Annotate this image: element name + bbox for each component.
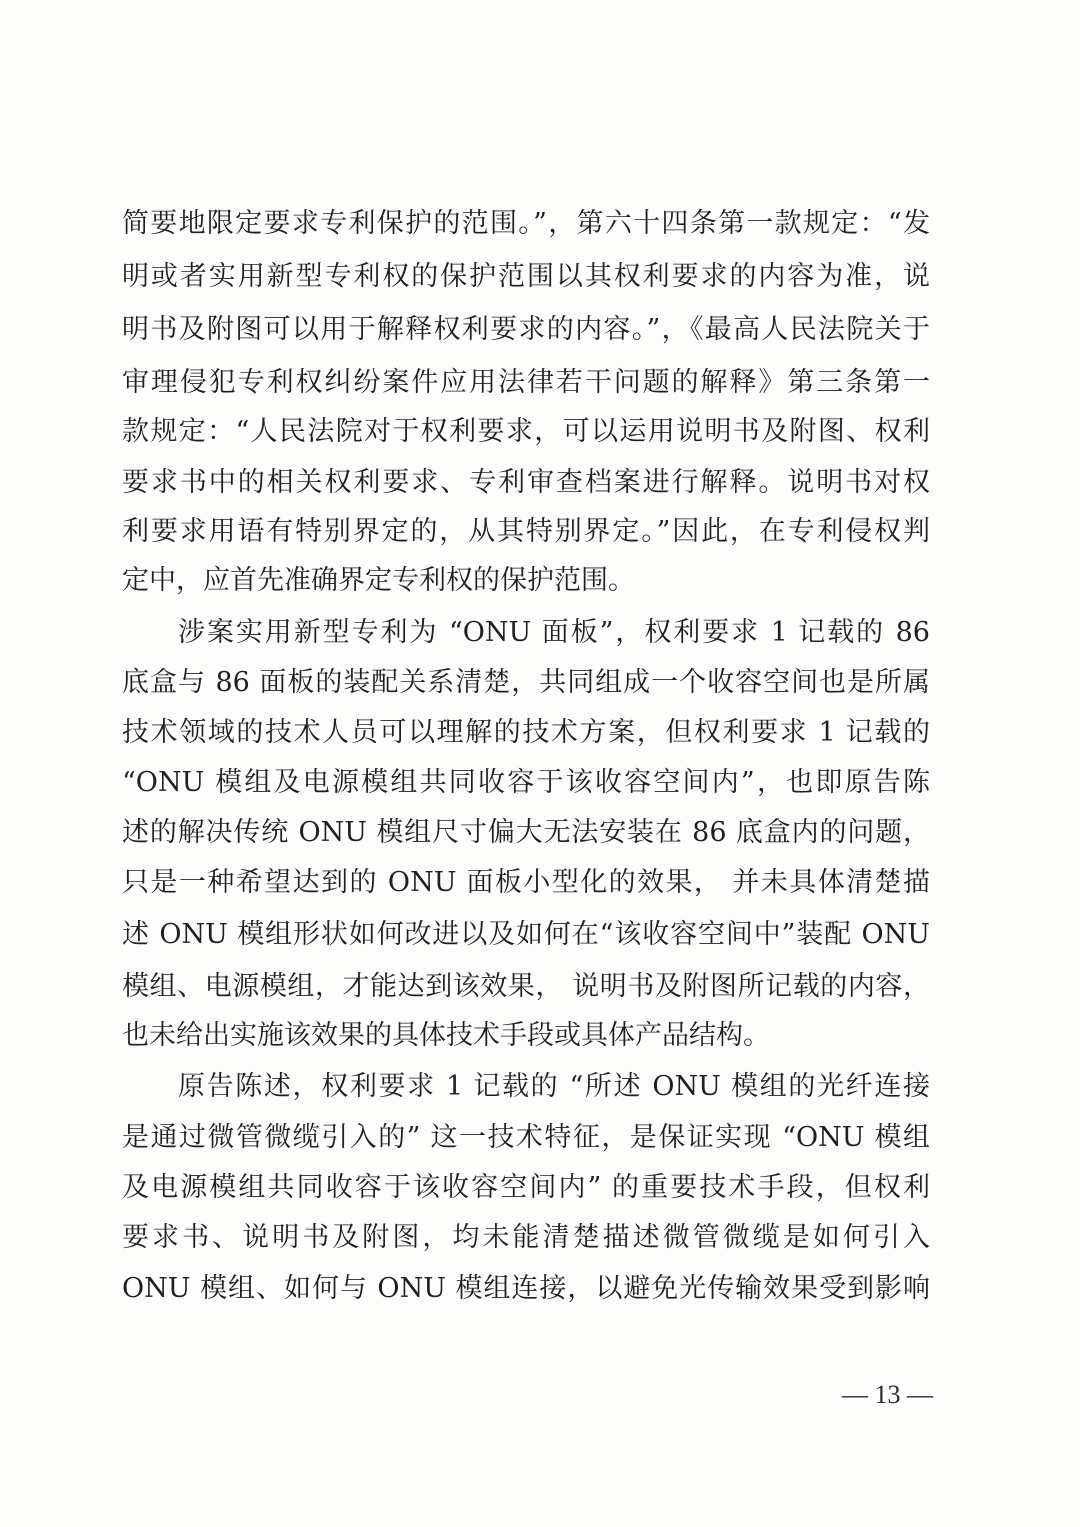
body-line: 技术领域的技术人员可以理解的技术方案，但权利要求 1 记载的 (122, 717, 930, 748)
body-line: 定中，应首先准确界定专利权的保护范围。 (122, 565, 635, 596)
body-line: 款规定：“人民法院对于权利要求，可以运用说明书及附图、权利 (122, 416, 930, 447)
body-line: 要求书、说明书及附图，均未能清楚描述微管微缆是如何引入 (122, 1222, 930, 1253)
body-line: 原告陈述，权利要求 1 记载的 “所述 ONU 模组的光纤连接 (178, 1071, 930, 1102)
body-line: 审理侵犯专利权纠纷案件应用法律若干问题的解释》第三条第一 (122, 367, 930, 398)
body-line: 述 ONU 模组形状如何改进以及如何在“该收容空间中”装配 ONU (122, 919, 930, 950)
body-line: 利要求用语有特别界定的，从其特别界定。”因此，在专利侵权判 (122, 516, 930, 547)
body-line: 明或者实用新型专利权的保护范围以其权利要求的内容为准，说 (122, 261, 930, 292)
body-line: ONU 模组、如何与 ONU 模组连接，以避免光传输效果受到影响 (122, 1273, 930, 1304)
page-number: — 13 — (842, 1380, 933, 1409)
body-line: 述的解决传统 ONU 模组尺寸偏大无法安装在 86 底盒内的问题， (122, 817, 930, 848)
body-line: 要求书中的相关权利要求、专利审查档案进行解释。说明书对权 (122, 467, 930, 498)
body-line: 简要地限定要求专利保护的范围。”，第六十四条第一款规定：“发 (122, 208, 930, 239)
body-line: 只是一种希望达到的 ONU 面板小型化的效果， 并未具体清楚描 (122, 867, 930, 898)
body-line: 底盒与 86 面板的装配关系清楚，共同组成一个收容空间也是所属 (122, 667, 930, 698)
body-line: “ONU 模组及电源模组共同收容于该收容空间内”，也即原告陈 (122, 767, 930, 798)
body-line: 也未给出实施该效果的具体技术手段或具体产品结构。 (122, 1020, 770, 1051)
body-line: 涉案实用新型专利为 “ONU 面板”，权利要求 1 记载的 86 (178, 617, 930, 648)
body-line: 模组、电源模组，才能达到该效果， 说明书及附图所记载的内容， (122, 971, 930, 1002)
body-line: 明书及附图可以用于解释权利要求的内容。”，《最高人民法院关于 (122, 314, 930, 345)
body-line: 是通过微管微缆引入的” 这一技术特征，是保证实现 “ONU 模组 (122, 1122, 930, 1153)
body-line: 及电源模组共同收容于该收容空间内” 的重要技术手段，但权利 (122, 1172, 930, 1203)
